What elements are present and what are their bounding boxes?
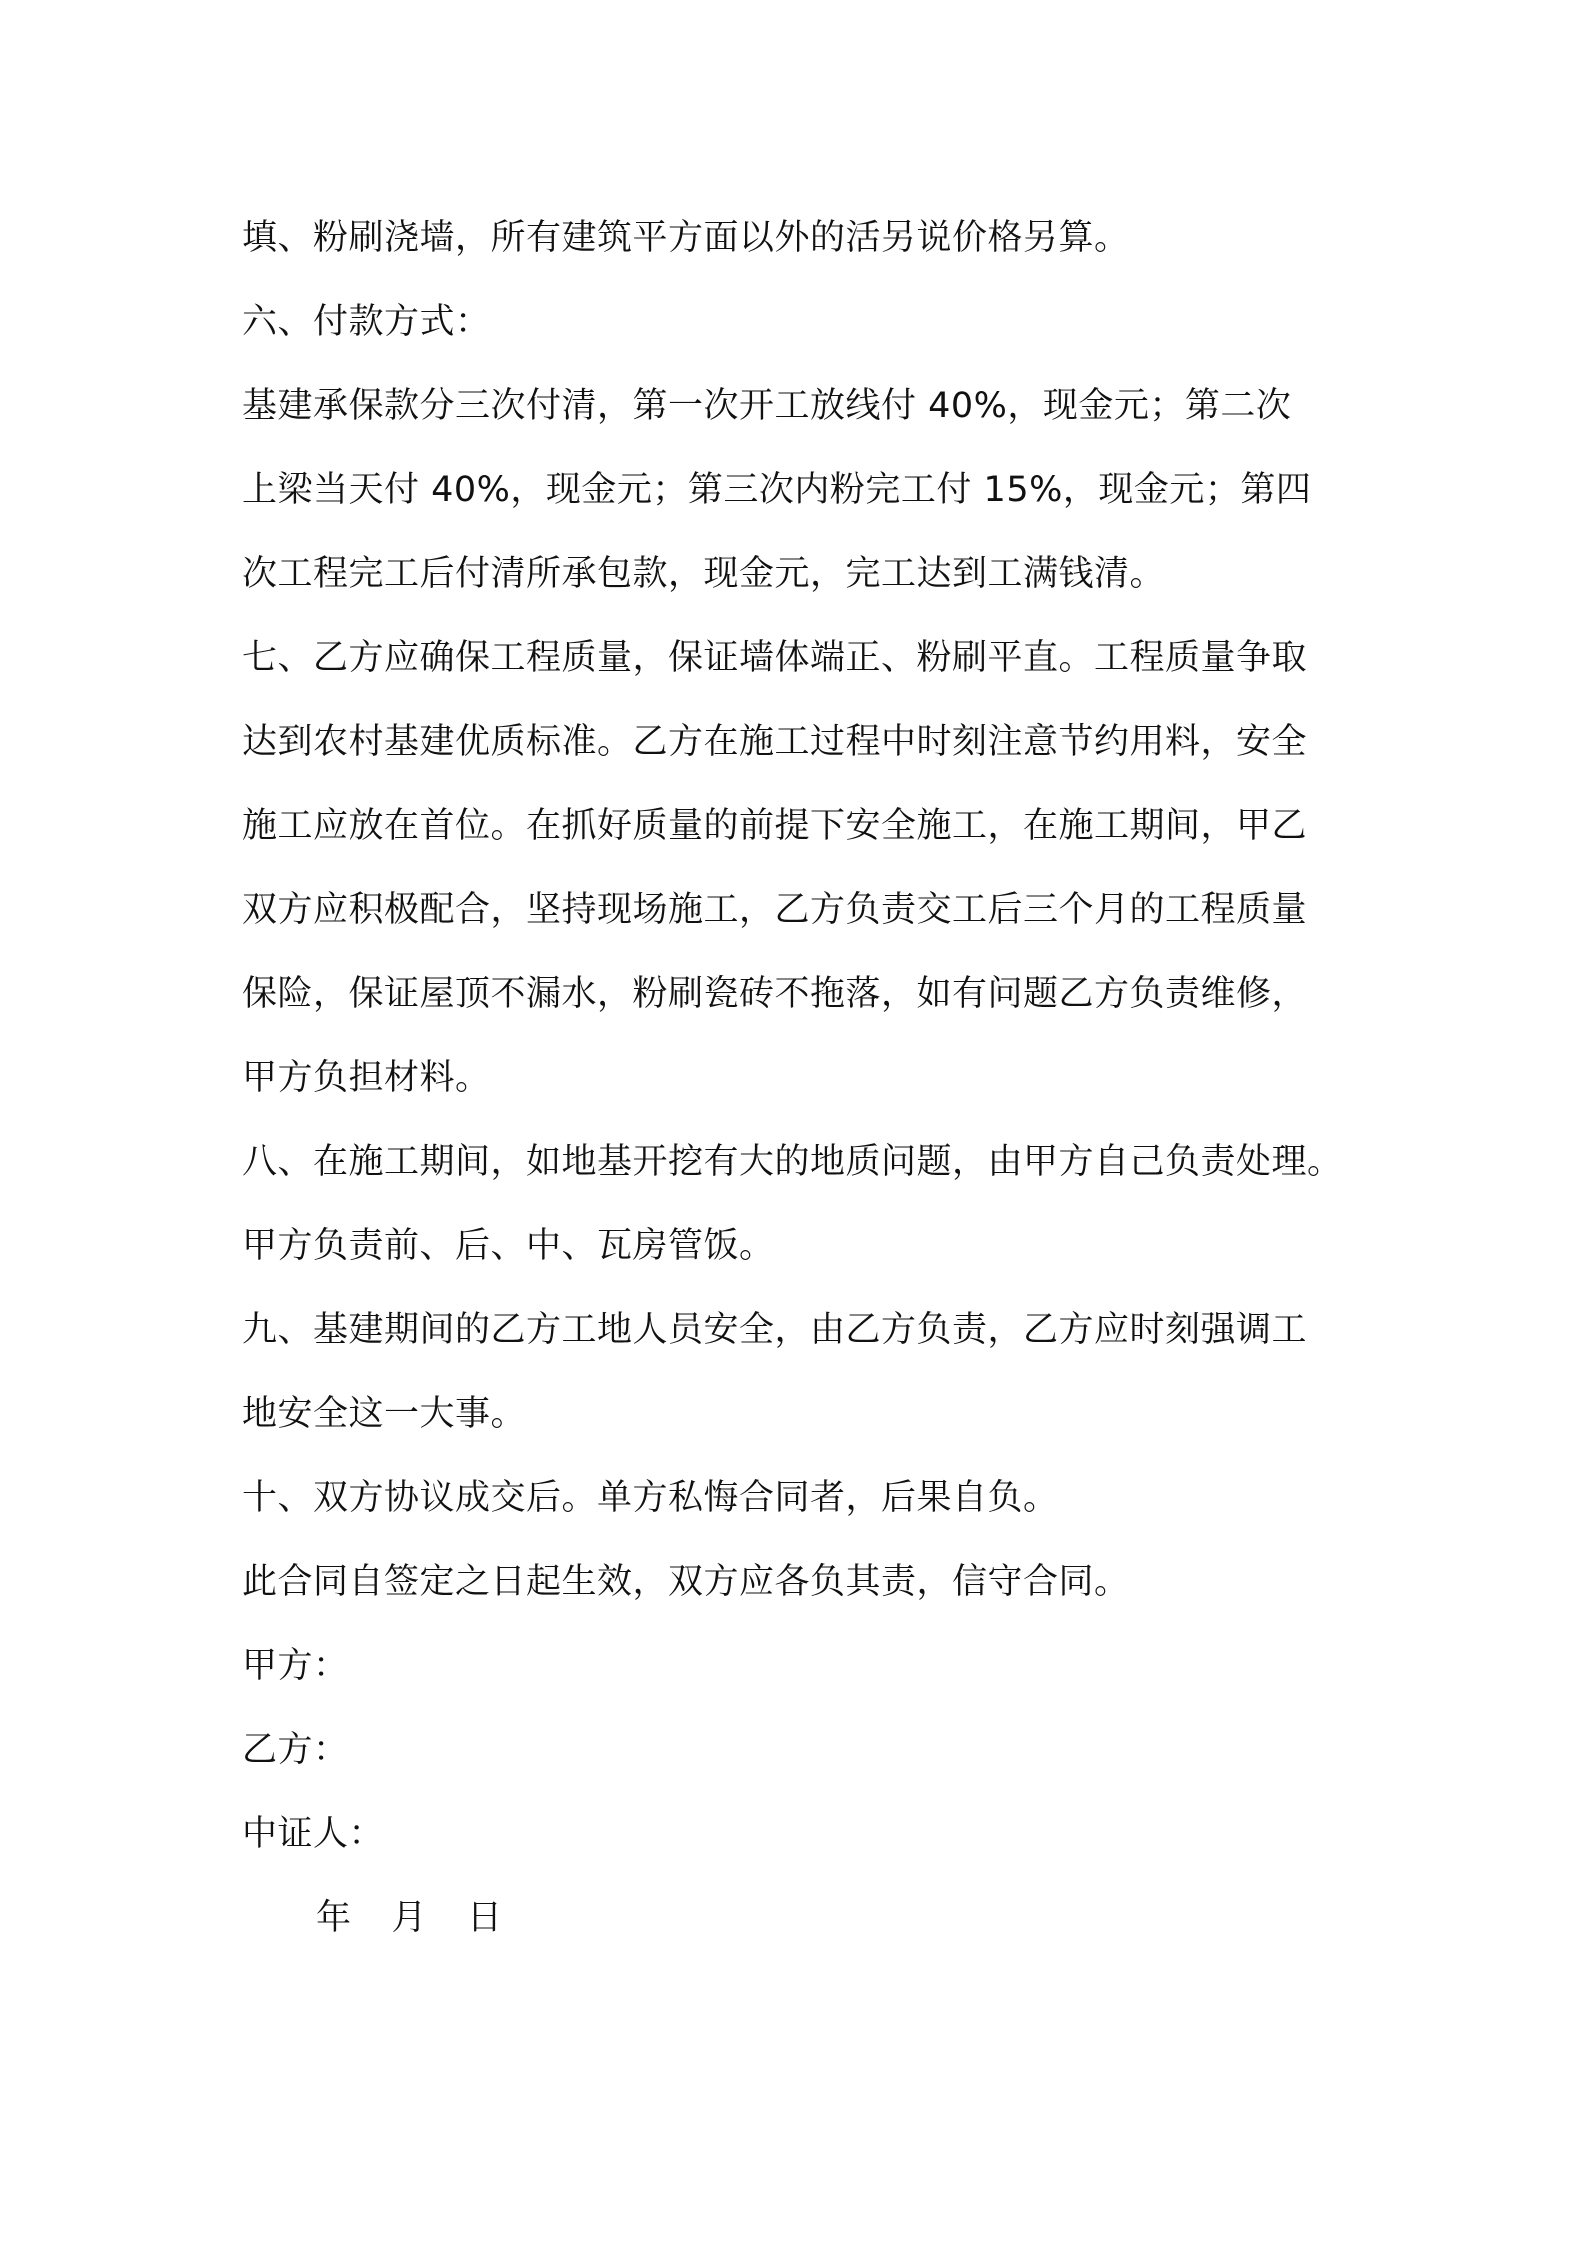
- text-line: 地安全这一大事。: [242, 1394, 527, 1434]
- text-line: 甲方负担材料。: [242, 1058, 491, 1098]
- section-safety: 九、基建期间的乙方工地人员安全，由乙方负责，乙方应时刻强调工: [242, 1310, 1308, 1350]
- text-line: 达到农村基建优质标准。乙方在施工过程中时刻注意节约用料，安全: [242, 722, 1308, 762]
- signing-date: [242, 1876, 1362, 1960]
- party-b-signature: 乙方：: [242, 1730, 349, 1770]
- text-line: 保险，保证屋顶不漏水，粉刷瓷砖不拖落，如有问题乙方负责维修，: [242, 974, 1308, 1014]
- text-line: 施工应放在首位。在抓好质量的前提下安全施工，在施工期间，甲乙: [242, 806, 1308, 846]
- section-geology: 八、在施工期间，如地基开挖有大的地质问题，由甲方自己负责处理。: [242, 1142, 1343, 1182]
- text-line: 双方应积极配合，坚持现场施工，乙方负责交工后三个月的工程质量: [242, 890, 1308, 930]
- date-month: 月: [391, 1898, 428, 1938]
- section-quality: 七、乙方应确保工程质量，保证墙体端正、粉刷平直。工程质量争取: [242, 638, 1308, 678]
- text-line: 上梁当天付 40%，现金元；第三次内粉完工付 15%，现金元；第四: [242, 470, 1312, 510]
- text-line: 甲方负责前、后、中、瓦房管饭。: [242, 1226, 775, 1266]
- date-day: 日: [467, 1898, 503, 1938]
- text-line: 次工程完工后付清所承包款，现金元，完工达到工满钱清。: [242, 554, 1166, 594]
- effective-clause: 此合同自签定之日起生效，双方应各负其责，信守合同。: [242, 1562, 1130, 1602]
- text-line: 基建承保款分三次付清，第一次开工放线付 40%，现金元；第二次: [242, 386, 1292, 426]
- date-year: 年: [316, 1898, 352, 1938]
- section-agreement: 十、双方协议成交后。单方私悔合同者，后果自负。: [242, 1478, 1059, 1518]
- party-a-signature: 甲方：: [242, 1646, 349, 1686]
- text-line: 填、粉刷浇墙，所有建筑平方面以外的活另说价格另算。: [242, 218, 1130, 258]
- section-heading-payment: 六、付款方式：: [242, 302, 491, 342]
- contract-body: [242, 196, 1362, 1960]
- witness-signature: 中证人：: [242, 1814, 385, 1854]
